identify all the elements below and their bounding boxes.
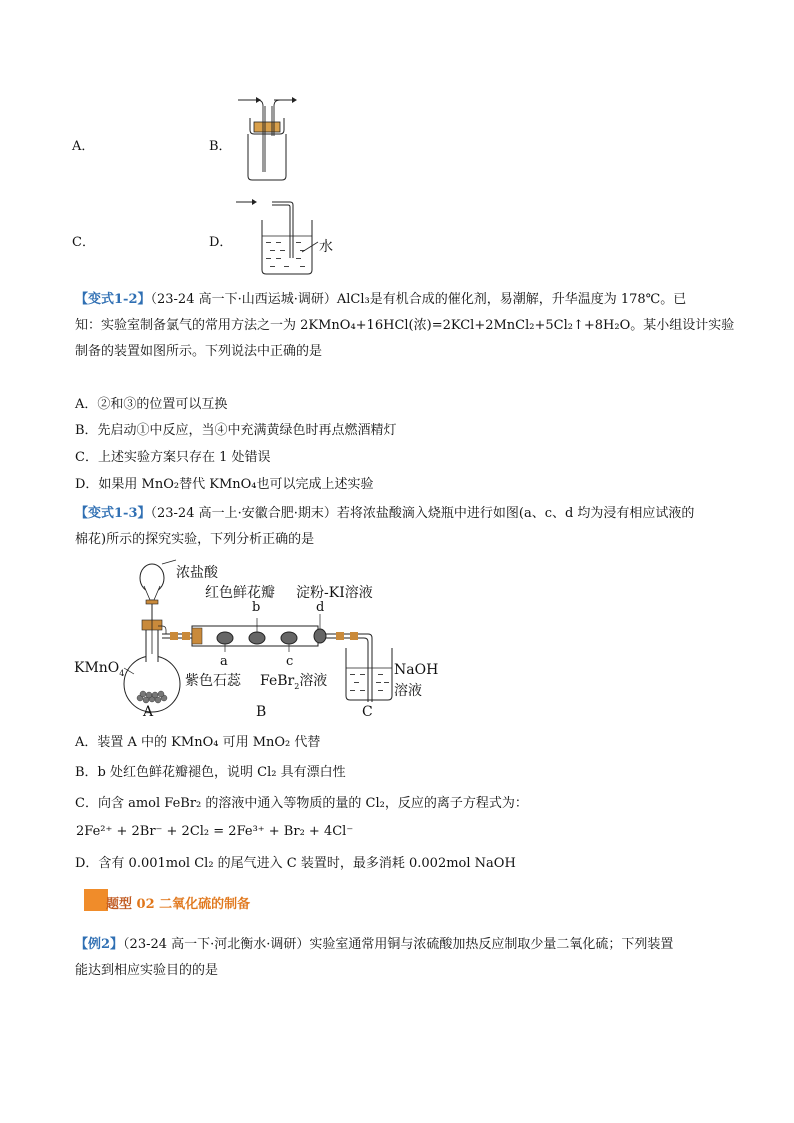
q13-line1 — [75, 505, 694, 523]
option-b-label: B． — [209, 139, 232, 154]
fig-label-a: a — [220, 654, 228, 669]
option-d-label: D． — [209, 235, 233, 250]
q12-option-d[interactable]: D．如果用 MnO₂替代 KMnO₄也可以完成上述实验 — [75, 477, 374, 492]
fig-label-A: A — [143, 704, 154, 720]
section-name: 02 二氧化硫的制备 — [136, 897, 251, 912]
ex2-line2: 能达到相应实验目的的是 — [75, 963, 219, 978]
water-label: 水 — [319, 239, 333, 255]
q13-option-b[interactable]: B．b 处红色鲜花瓣褪色，说明 Cl₂ 具有漂白性 — [75, 765, 346, 780]
q13-option-d[interactable]: D．含有 0.001mol Cl₂ 的尾气进入 C 装置时，最多消耗 0.002mol NaOH — [75, 856, 516, 871]
fig-naoh: NaOH — [394, 662, 439, 678]
fig-naoh-solution: 溶液 — [394, 683, 422, 699]
q12-tag: 【变式1-2】 — [75, 292, 151, 307]
q13-tag: 【变式1-3】 — [75, 506, 151, 521]
section-kind: 题型 — [106, 897, 133, 912]
q12-line3: 制备的装置如图所示。下列说法中正确的是 — [75, 344, 323, 359]
section-marker — [84, 889, 108, 911]
q12-option-c[interactable]: C．上述实验方案只存在 1 处错误 — [75, 450, 271, 465]
q12-option-b[interactable]: B．先启动①中反应，当④中充满黄绿色时再点燃酒精灯 — [75, 423, 397, 438]
fig-kmno4: KMnO$_4$ — [74, 660, 125, 678]
q13-equation: 2Fe²⁺ + 2Br⁻ + 2Cl₂ = 2Fe³⁺ + Br₂ + 4Cl⁻ — [76, 824, 354, 839]
fig-label-d: d — [316, 600, 325, 615]
fig-label-B: B — [256, 704, 267, 720]
q13-line1-text: （23-24 高一上·安徽合肥·期末）若将浓盐酸滴入烧瓶中进行如图(a、c、d 均为浸有相应试液的 — [150, 506, 695, 521]
fig-conc-hcl: 浓盐酸 — [176, 565, 218, 581]
fig-red-petal: 红色鲜花瓣 — [205, 585, 275, 601]
ex2-line1 — [75, 936, 673, 954]
q12-line1-text: （23-24 高一下·山西运城·调研）AlCl₃是有机合成的催化剂，易潮解，升华温度为 178℃。已 — [150, 292, 687, 307]
beaker-water-diagram — [232, 192, 342, 278]
water-dashes — [266, 242, 305, 267]
q13-line2: 棉花)所示的探究实验，下列分析正确的是 — [75, 532, 315, 547]
q12-option-a[interactable]: A．②和③的位置可以互换 — [75, 397, 228, 412]
q12-line2: 知：实验室制备氯气的常用方法之一为 2KMnO₄+16HCl(浓)=2KCl+2MnCl₂+5Cl₂↑+8H₂O。某小组设计实验 — [75, 318, 735, 333]
fig-label-b: b — [252, 600, 261, 615]
q13-option-a[interactable]: A．装置 A 中的 KMnO₄ 可用 MnO₂ 代替 — [75, 735, 321, 750]
fig-label-C: C — [362, 704, 373, 720]
section-title — [106, 893, 250, 912]
q12-line1 — [75, 291, 686, 309]
fig-febr2: FeBr$_2$溶液 — [260, 673, 328, 691]
fig-litmus: 紫色石蕊 — [185, 673, 241, 689]
ex2-line1-text: （23-24 高一下·河北衡水·调研）实验室通常用铜与浓硫酸加热反应制取少量二氧化硫；下列装置 — [123, 937, 674, 952]
q13-option-c[interactable]: C．向含 amol FeBr₂ 的溶液中通入等物质的量的 Cl₂，反应的离子方程式为： — [75, 796, 528, 811]
gas-washing-bottle-diagram — [232, 92, 302, 184]
fig-label-c: c — [286, 654, 294, 669]
ex2-tag: 【例2】 — [75, 937, 124, 952]
option-a-label: A． — [72, 139, 95, 154]
fig-starch-ki: 淀粉-KI溶液 — [296, 585, 373, 601]
option-c-label: C． — [72, 235, 95, 250]
